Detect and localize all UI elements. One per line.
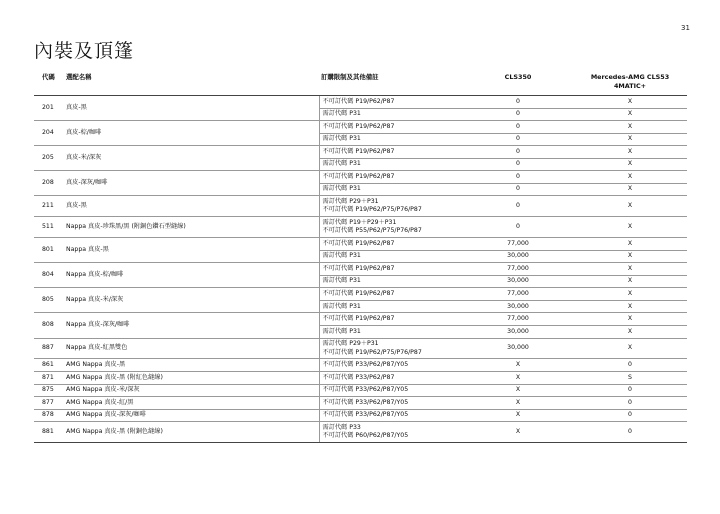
table-body [34, 96, 687, 443]
option-name: AMG Nappa 真皮-紅/黑 [64, 397, 319, 410]
order-restriction [319, 263, 463, 276]
option-code: 804 [34, 263, 64, 288]
table-row [34, 359, 687, 372]
table-row [34, 217, 687, 238]
cls350-value: 0 [463, 121, 573, 134]
order-restriction [319, 359, 463, 372]
amg-cls53-value: X [573, 313, 687, 326]
restriction-line: 不可訂代碼 P33/P62/P87/Y05 [322, 411, 409, 419]
cls350-value: 30,000 [463, 275, 573, 288]
option-code: 201 [34, 96, 64, 121]
restriction-line: 不可訂代碼 P33/P62/P87 [322, 373, 395, 381]
cls350-value: 77,000 [463, 288, 573, 301]
amg-cls53-value: 0 [573, 409, 687, 422]
option-code: 875 [34, 384, 64, 397]
header-code: 代碼 [34, 70, 64, 96]
order-restriction [319, 238, 463, 251]
cls350-value: 0 [463, 158, 573, 171]
table-row [34, 146, 687, 159]
cls350-value: 0 [463, 133, 573, 146]
option-code: 511 [34, 217, 64, 238]
restriction-line: 需訂代碼 P31 [322, 252, 361, 260]
option-name: AMG Nappa 真皮-深灰/咖啡 [64, 409, 319, 422]
table-row [34, 96, 687, 109]
cls350-value: 77,000 [463, 313, 573, 326]
amg-cls53-value: X [573, 133, 687, 146]
cls350-value: 0 [463, 196, 573, 217]
option-code: 808 [34, 313, 64, 338]
amg-cls53-value: X [573, 121, 687, 134]
option-name: AMG Nappa 真皮-黑 (附紅色縫線) [64, 372, 319, 385]
table-row [34, 196, 687, 217]
option-name: Nappa 真皮-棕/咖啡 [64, 263, 319, 288]
order-restriction [319, 171, 463, 184]
amg-cls53-value: S [573, 372, 687, 385]
order-restriction [319, 158, 463, 171]
option-name: Nappa 真皮-珍珠黑/黑 (附銅色鑽石型縫線) [64, 217, 319, 238]
cls350-value: 0 [463, 217, 573, 238]
restriction-line: 不可訂代碼 P19/P62/P87 [322, 239, 395, 247]
header-cls350: CLS350 [463, 70, 573, 96]
option-code: 878 [34, 409, 64, 422]
table-row [34, 313, 687, 326]
amg-cls53-value: X [573, 238, 687, 251]
amg-cls53-value: 0 [573, 359, 687, 372]
restriction-line: 不可訂代碼 P19/P62/P87 [322, 147, 395, 155]
amg-cls53-value: 0 [573, 397, 687, 410]
order-restriction [319, 300, 463, 313]
cls350-value: 30,000 [463, 300, 573, 313]
option-code: 204 [34, 121, 64, 146]
restriction-line: 不可訂代碼 P33/P62/P87/Y05 [322, 361, 409, 369]
restriction-line: 不可訂代碼 P19/P62/P87 [322, 172, 395, 180]
option-name: Nappa 真皮-紅黑雙色 [64, 338, 319, 359]
table-row [34, 338, 687, 359]
cls350-value: X [463, 422, 573, 443]
order-restriction [319, 108, 463, 121]
restriction-line: 不可訂代碼 P19/P62/P87 [322, 315, 395, 323]
cls350-value: X [463, 359, 573, 372]
option-code: 801 [34, 238, 64, 263]
restriction-line: 需訂代碼 P19＋P29＋P31 [322, 218, 397, 226]
cls350-value: 30,000 [463, 250, 573, 263]
order-restriction [319, 217, 463, 238]
order-restriction [319, 146, 463, 159]
restriction-line: 需訂代碼 P31 [322, 302, 361, 310]
order-restriction [319, 409, 463, 422]
table-row [34, 171, 687, 184]
amg-cls53-value: X [573, 158, 687, 171]
table-row [34, 288, 687, 301]
table-row [34, 238, 687, 251]
option-name: AMG Nappa 真皮-米/深灰 [64, 384, 319, 397]
amg-cls53-value: 0 [573, 422, 687, 443]
amg-cls53-value: X [573, 217, 687, 238]
option-name: AMG Nappa 真皮-黑 [64, 359, 319, 372]
restriction-line: 需訂代碼 P31 [322, 185, 361, 193]
table-row [34, 409, 687, 422]
order-restriction [319, 372, 463, 385]
table-row [34, 397, 687, 410]
cls350-value: X [463, 384, 573, 397]
cls350-value: 30,000 [463, 326, 573, 339]
option-name: Nappa 真皮-深灰/咖啡 [64, 313, 319, 338]
restriction-line: 不可訂代碼 P33/P62/P87/Y05 [322, 398, 409, 406]
amg-cls53-value: X [573, 326, 687, 339]
restriction-line: 需訂代碼 P33 [322, 423, 361, 431]
order-restriction [319, 397, 463, 410]
order-restriction [319, 275, 463, 288]
restriction-line: 不可訂代碼 P60/P62/P87/Y05 [322, 432, 409, 440]
header-amg-cls53 [573, 70, 687, 96]
cls350-value: 30,000 [463, 338, 573, 359]
order-restriction [319, 133, 463, 146]
option-name: 真皮-黑 [64, 96, 319, 121]
order-restriction [319, 183, 463, 196]
cls350-value: 77,000 [463, 238, 573, 251]
option-code: 805 [34, 288, 64, 313]
cls350-value: X [463, 409, 573, 422]
option-code: 861 [34, 359, 64, 372]
cls350-value: 77,000 [463, 263, 573, 276]
header-conditions: 訂購限制及其他備註 [319, 70, 463, 96]
order-restriction [319, 326, 463, 339]
option-name: 真皮-米/深灰 [64, 146, 319, 171]
option-name: 真皮-黑 [64, 196, 319, 217]
restriction-line: 不可訂代碼 P55/P62/P75/P76/P87 [322, 227, 422, 235]
option-name: AMG Nappa 真皮-黑 (附銅色縫線) [64, 422, 319, 443]
option-code: 871 [34, 372, 64, 385]
amg-cls53-value: X [573, 250, 687, 263]
option-code: 881 [34, 422, 64, 443]
amg-cls53-value: X [573, 288, 687, 301]
table-row [34, 372, 687, 385]
cls350-value: 0 [463, 171, 573, 184]
order-restriction [319, 250, 463, 263]
order-restriction [319, 288, 463, 301]
option-name: 真皮-深灰/咖啡 [64, 171, 319, 196]
option-name: Nappa 真皮-米/深灰 [64, 288, 319, 313]
cls350-value: X [463, 397, 573, 410]
restriction-line: 不可訂代碼 P19/P62/P87 [322, 289, 395, 297]
header-name: 選配名稱 [64, 70, 319, 96]
table-row [34, 121, 687, 134]
option-code: 887 [34, 338, 64, 359]
amg-cls53-value: X [573, 275, 687, 288]
restriction-line: 需訂代碼 P31 [322, 135, 361, 143]
restriction-line: 不可訂代碼 P33/P62/P87/Y05 [322, 386, 409, 394]
header-amg-cls53-line2: 4MATIC+ [613, 81, 647, 90]
amg-cls53-value: X [573, 338, 687, 359]
amg-cls53-value: X [573, 108, 687, 121]
cls350-value: 0 [463, 183, 573, 196]
order-restriction [319, 313, 463, 326]
order-restriction [319, 422, 463, 443]
option-code: 211 [34, 196, 64, 217]
amg-cls53-value: X [573, 300, 687, 313]
restriction-line: 需訂代碼 P29＋P31 [322, 197, 379, 205]
amg-cls53-value: X [573, 96, 687, 109]
restriction-line: 需訂代碼 P31 [322, 160, 361, 168]
restriction-line: 需訂代碼 P31 [322, 110, 361, 118]
header-amg-cls53-line1: Mercedes-AMG CLS53 [590, 73, 670, 81]
table-row [34, 384, 687, 397]
restriction-line: 需訂代碼 P29＋P31 [322, 340, 379, 348]
cls350-value: 0 [463, 108, 573, 121]
option-code: 877 [34, 397, 64, 410]
option-name: Nappa 真皮-黑 [64, 238, 319, 263]
order-restriction [319, 338, 463, 359]
page-title: 內裝及頂篷 [34, 40, 135, 62]
amg-cls53-value: 0 [573, 384, 687, 397]
order-restriction [319, 196, 463, 217]
option-name: 真皮-棕/咖啡 [64, 121, 319, 146]
order-restriction [319, 384, 463, 397]
option-code: 208 [34, 171, 64, 196]
order-restriction [319, 96, 463, 109]
restriction-line: 需訂代碼 P31 [322, 277, 361, 285]
interior-options-table [34, 70, 687, 443]
order-restriction [319, 121, 463, 134]
cls350-value: 0 [463, 146, 573, 159]
amg-cls53-value: X [573, 146, 687, 159]
table-header-row [34, 70, 687, 96]
table-row [34, 263, 687, 276]
cls350-value: X [463, 372, 573, 385]
restriction-line: 不可訂代碼 P19/P62/P87 [322, 122, 395, 130]
amg-cls53-value: X [573, 171, 687, 184]
cls350-value: 0 [463, 96, 573, 109]
restriction-line: 不可訂代碼 P19/P62/P87 [322, 97, 395, 105]
restriction-line: 不可訂代碼 P19/P62/P87 [322, 264, 395, 272]
amg-cls53-value: X [573, 196, 687, 217]
amg-cls53-value: X [573, 263, 687, 276]
restriction-line: 不可訂代碼 P19/P62/P75/P76/P87 [322, 348, 422, 356]
page-number: 31 [681, 24, 690, 32]
amg-cls53-value: X [573, 183, 687, 196]
option-code: 205 [34, 146, 64, 171]
table-row [34, 422, 687, 443]
restriction-line: 需訂代碼 P31 [322, 327, 361, 335]
restriction-line: 不可訂代碼 P19/P62/P75/P76/P87 [322, 206, 422, 214]
